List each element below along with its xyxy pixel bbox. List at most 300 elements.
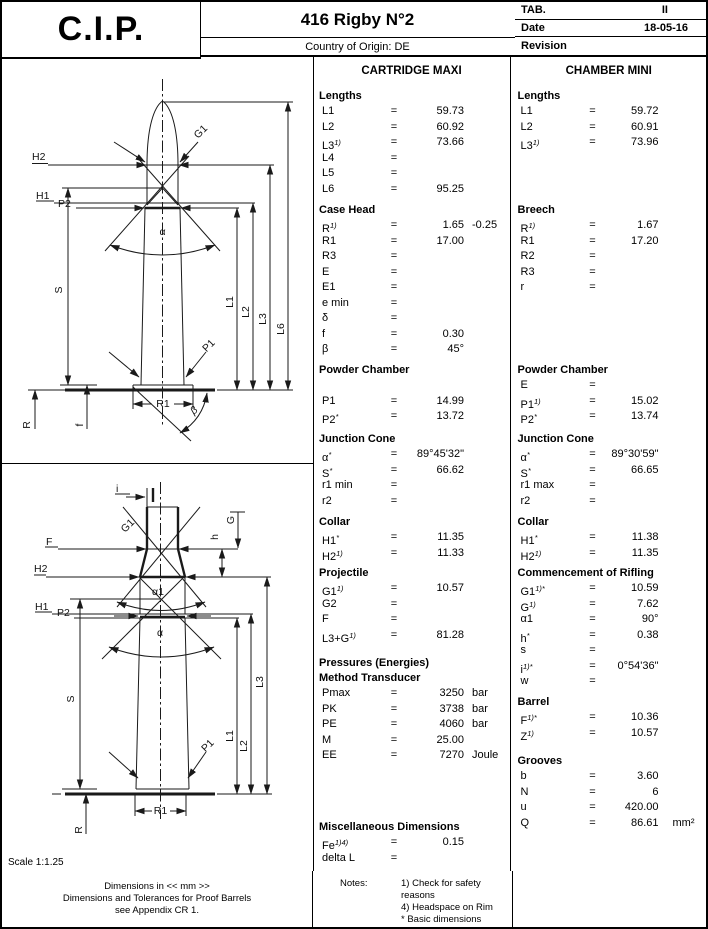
date-label: Date xyxy=(521,21,545,34)
param-unit xyxy=(464,463,510,479)
param-unit xyxy=(659,581,707,597)
chamber-drawing-box xyxy=(2,464,313,875)
equals-sign: = xyxy=(390,327,398,340)
param-unit xyxy=(659,643,707,659)
param-unit xyxy=(659,218,707,234)
equals-sign: = xyxy=(390,312,398,324)
spec-row xyxy=(313,166,510,182)
tab-label: TAB. xyxy=(521,4,546,17)
param-note-ref: * xyxy=(534,533,538,542)
param-unit xyxy=(464,835,510,851)
param-label: H2$^{1)}$ xyxy=(322,548,343,563)
scale-label: Scale 1:1.25 xyxy=(8,857,64,868)
param-note-ref: 1) xyxy=(533,396,541,406)
param-value: 0.30 xyxy=(442,327,464,340)
param-label: Q xyxy=(520,816,530,829)
param-value: 420.00 xyxy=(624,801,659,813)
dim-label-G1: G1 xyxy=(191,122,211,142)
param-value xyxy=(402,166,464,182)
param-value xyxy=(601,674,659,690)
param-label: H1* xyxy=(520,533,538,547)
section-heading: Lengths xyxy=(319,90,362,102)
spec-row xyxy=(313,628,510,644)
param-note-ref: 1) xyxy=(529,599,536,609)
section-lengths xyxy=(313,89,510,197)
param-label: α1 xyxy=(520,613,533,625)
section-case-head xyxy=(313,203,510,358)
spec-row xyxy=(313,394,510,410)
param-unit xyxy=(659,628,707,644)
equals-sign: = xyxy=(589,726,596,739)
spec-row xyxy=(313,342,510,358)
param-value xyxy=(601,643,659,659)
param-value xyxy=(402,478,464,494)
param-unit xyxy=(464,628,510,644)
section-powder-chamber xyxy=(512,363,707,425)
param-label: R1 xyxy=(322,234,337,247)
param-label: $Fe^{1)4)}$ xyxy=(322,838,349,852)
footer-line: Dimensions in << mm >> xyxy=(104,881,210,892)
param-label: H1* xyxy=(322,533,339,547)
param-label: R3 xyxy=(520,265,535,278)
spec-row xyxy=(512,674,707,690)
param-note-ref: 1) xyxy=(532,138,540,147)
param-label: r1 min xyxy=(322,479,353,491)
param-value xyxy=(601,249,659,265)
equals-sign: = xyxy=(390,105,398,117)
param-label: e min xyxy=(322,296,349,309)
section-powder-chamber xyxy=(313,363,510,425)
spec-row xyxy=(512,816,707,832)
param-label xyxy=(313,378,386,394)
param-unit xyxy=(464,311,510,327)
param-unit: bar xyxy=(472,687,488,699)
dim-label-H1: H1 xyxy=(36,190,50,202)
param-label: R3 xyxy=(322,250,337,262)
param-label: r2 xyxy=(520,494,531,507)
param-unit xyxy=(659,800,707,816)
param-label: L3$^{1)}$ xyxy=(322,138,341,152)
param-note-ref: 1) xyxy=(336,584,344,593)
equals-sign: = xyxy=(390,234,398,247)
param-label: r2 xyxy=(322,494,332,507)
dim-label-P2: P2 xyxy=(57,607,70,619)
spec-row xyxy=(512,612,707,628)
param-note-ref: 1) xyxy=(349,630,356,640)
equals-sign: = xyxy=(589,394,596,407)
spec-row xyxy=(313,182,510,198)
header-center xyxy=(200,2,515,57)
param-label: S* xyxy=(322,465,333,480)
param-label: f xyxy=(322,327,326,340)
param-label: $i^{1)*}$ xyxy=(520,661,533,676)
note-item: 1) Check for safety reasons xyxy=(401,878,481,901)
param-value: 10.59 xyxy=(630,582,659,594)
dim-label-i: i xyxy=(116,483,119,495)
section-heading: Grooves xyxy=(517,755,563,767)
equals-sign: = xyxy=(390,136,398,148)
param-label: α* xyxy=(520,450,530,464)
param-unit xyxy=(464,296,510,312)
param-unit xyxy=(659,104,707,120)
spec-row xyxy=(512,280,707,296)
spec-row xyxy=(313,218,510,234)
equals-sign: = xyxy=(390,597,398,610)
dim-label-H2: H2 xyxy=(32,151,46,163)
equals-sign: = xyxy=(589,770,596,782)
param-value: 45° xyxy=(447,343,464,355)
param-unit xyxy=(464,494,510,510)
section-heading: Powder Chamber xyxy=(319,364,410,376)
section-heading: Method Transducer xyxy=(319,672,421,684)
dim-label-H2: H2 xyxy=(34,563,48,575)
param-unit xyxy=(464,546,510,562)
param-value: 90° xyxy=(641,613,659,625)
param-value: 0°54'36" xyxy=(617,659,659,672)
param-unit: -0.25 xyxy=(472,219,498,231)
cartridge-drawing xyxy=(2,57,313,463)
param-note-ref: * xyxy=(533,412,537,421)
revision-row xyxy=(515,37,706,55)
spec-row xyxy=(512,581,707,597)
param-unit xyxy=(464,120,510,136)
equals-sign: = xyxy=(589,582,596,594)
dim-label-S: S xyxy=(53,286,65,294)
param-label: S* xyxy=(520,465,531,480)
param-unit xyxy=(659,120,707,136)
param-label: $R^{1)}$ xyxy=(322,221,337,235)
param-unit xyxy=(464,478,510,494)
spec-row xyxy=(313,311,510,327)
param-value: 59.72 xyxy=(630,105,659,117)
param-value xyxy=(601,280,659,296)
note-item: * Basic dimensions xyxy=(401,914,482,925)
param-value: 11.35 xyxy=(631,546,659,559)
equals-sign: = xyxy=(390,394,398,407)
footer-line: Dimensions and Tolerances for Proof Barrels xyxy=(62,893,252,904)
param-label: PK xyxy=(322,702,337,715)
param-label: δ xyxy=(322,312,329,324)
dim-label-L1: L1 xyxy=(224,730,236,742)
spec-row xyxy=(512,120,707,136)
param-value: 1.65 xyxy=(442,219,464,231)
spec-row xyxy=(512,234,707,250)
param-note-ref: 1) xyxy=(528,221,536,230)
equals-sign xyxy=(386,378,402,394)
param-unit xyxy=(659,280,707,296)
equals-sign: = xyxy=(390,613,398,625)
equals-sign: = xyxy=(390,718,398,730)
param-label: N xyxy=(520,785,529,798)
param-label: P1$^{1)}$ xyxy=(520,396,541,411)
equals-sign: = xyxy=(589,801,596,813)
param-unit xyxy=(464,597,510,613)
equals-sign: = xyxy=(589,659,596,672)
spec-row xyxy=(512,710,707,726)
dim-label-R1: R1 xyxy=(153,805,168,817)
dim-label-L6: L6 xyxy=(275,323,287,335)
notes-lines xyxy=(401,878,512,926)
dim-label-L3: L3 xyxy=(254,676,266,688)
equals-sign: = xyxy=(390,851,398,864)
param-unit xyxy=(659,530,707,546)
spec-row xyxy=(313,748,510,764)
spec-row xyxy=(512,530,707,546)
spec-row xyxy=(313,581,510,597)
param-label: s xyxy=(520,644,526,656)
param-unit xyxy=(464,342,510,358)
param-unit xyxy=(464,135,510,151)
dim-label-alpha: α xyxy=(156,627,164,639)
spec-row xyxy=(512,597,707,613)
param-note-ref: * xyxy=(526,450,530,459)
section-commencement-of-rifling xyxy=(512,566,707,690)
param-note-ref: 1)* xyxy=(535,584,545,593)
section-barrel xyxy=(512,695,707,741)
dim-label-f: f xyxy=(74,423,86,427)
param-note-ref: * xyxy=(329,465,333,475)
param-unit: bar xyxy=(472,702,488,715)
spec-row xyxy=(313,702,510,718)
equals-sign: = xyxy=(589,463,596,476)
param-unit xyxy=(659,674,707,690)
equals-sign: = xyxy=(589,785,596,798)
chamber-mini-column xyxy=(512,57,707,871)
param-unit xyxy=(659,265,707,281)
param-label: L6 xyxy=(322,182,335,195)
dim-label-F: F xyxy=(46,536,53,548)
param-unit xyxy=(659,612,707,628)
equals-sign: = xyxy=(390,836,398,848)
param-note-ref: 1) xyxy=(336,548,343,558)
param-value xyxy=(402,612,464,628)
section-projectile xyxy=(313,566,510,643)
equals-sign: = xyxy=(390,582,398,594)
spec-row xyxy=(512,478,707,494)
param-label: G2 xyxy=(322,597,337,610)
equals-sign: = xyxy=(589,105,596,117)
section-heading: Barrel xyxy=(517,696,550,708)
param-unit xyxy=(659,409,707,425)
param-label: P2* xyxy=(322,412,339,426)
param-note-ref: * xyxy=(526,630,530,640)
section-heading: Pressures (Energies) xyxy=(319,657,430,669)
spec-row xyxy=(313,280,510,296)
param-label: L2 xyxy=(520,120,533,133)
spec-row xyxy=(313,463,510,479)
spec-row xyxy=(512,785,707,801)
param-value: 95.25 xyxy=(436,182,464,195)
equals-sign: = xyxy=(589,410,596,422)
cartridge-drawing-box xyxy=(2,57,313,464)
dim-label-R: R xyxy=(73,826,85,834)
section-heading: Junction Cone xyxy=(319,433,396,445)
param-value: 60.92 xyxy=(436,120,464,133)
equals-sign: = xyxy=(390,410,398,422)
param-label: h* xyxy=(520,630,530,645)
spec-row xyxy=(313,733,510,749)
param-unit xyxy=(464,409,510,425)
spec-row xyxy=(313,494,510,510)
section-heading: Projectile xyxy=(319,567,369,579)
date-value: 18-05-16 xyxy=(643,21,688,34)
param-unit xyxy=(464,581,510,597)
chamber-drawing xyxy=(2,464,313,870)
param-note-ref: 1) xyxy=(329,221,337,230)
spec-row xyxy=(313,265,510,281)
equals-sign: = xyxy=(390,343,398,355)
dim-label-R1: R1 xyxy=(156,398,170,410)
param-value: 14.99 xyxy=(436,394,464,407)
param-note-ref: * xyxy=(335,412,339,421)
param-label: F xyxy=(322,613,329,625)
param-value xyxy=(402,378,464,394)
spec-row xyxy=(313,120,510,136)
spec-row xyxy=(313,327,510,343)
param-label: $L3+G^{1)}$ xyxy=(322,630,356,645)
spec-row xyxy=(512,265,707,281)
param-label: r1 max xyxy=(520,479,555,491)
param-unit xyxy=(659,249,707,265)
param-value xyxy=(601,494,659,510)
equals-sign: = xyxy=(390,494,398,507)
spec-row xyxy=(512,726,707,742)
spec-row xyxy=(313,378,510,394)
param-value: 25.00 xyxy=(436,733,464,746)
equals-sign: = xyxy=(589,379,596,391)
param-unit: Joule xyxy=(472,749,499,761)
section-junction-cone xyxy=(512,432,707,509)
dim-label-L2: L2 xyxy=(240,306,252,318)
revision-label: Revision xyxy=(521,39,567,52)
param-label: M xyxy=(322,733,332,746)
param-note-ref: 1) xyxy=(334,138,341,147)
param-unit xyxy=(464,612,510,628)
param-unit xyxy=(464,166,510,182)
param-label: H2$^{1)}$ xyxy=(520,548,542,563)
param-label: b xyxy=(520,770,527,782)
param-value: 11.35 xyxy=(437,531,464,543)
spec-row xyxy=(512,394,707,410)
param-value: 1.67 xyxy=(637,219,659,231)
equals-sign: = xyxy=(390,463,398,476)
param-unit xyxy=(464,280,510,296)
equals-sign: = xyxy=(589,479,596,491)
param-value: 10.57 xyxy=(630,726,659,739)
equals-sign: = xyxy=(390,479,398,491)
dim-label-S: S xyxy=(65,695,77,703)
equals-sign: = xyxy=(589,597,596,610)
section-collar xyxy=(512,515,707,561)
equals-sign: = xyxy=(390,749,398,761)
spec-row xyxy=(313,296,510,312)
param-value: 4060 xyxy=(439,718,464,730)
spec-row xyxy=(313,409,510,425)
spec-row xyxy=(512,218,707,234)
equals-sign: = xyxy=(390,448,398,460)
param-label: L4 xyxy=(322,151,335,164)
spec-row xyxy=(313,851,510,867)
equals-sign: = xyxy=(589,281,596,293)
spec-row xyxy=(313,612,510,628)
spec-row xyxy=(313,717,510,733)
param-label: $F^{1)*}$ xyxy=(520,713,537,727)
param-label: β xyxy=(322,343,329,355)
equals-sign: = xyxy=(390,250,398,262)
param-unit xyxy=(464,151,510,167)
param-label: G1$^{1)}$ xyxy=(322,584,344,598)
param-value xyxy=(601,478,659,494)
spec-row xyxy=(512,546,707,562)
section-heading: Junction Cone xyxy=(517,433,594,445)
dim-label-P2: P2 xyxy=(58,198,71,210)
param-value: 10.36 xyxy=(630,711,659,723)
param-unit xyxy=(464,249,510,265)
param-label: $G^{1)}$ xyxy=(520,599,536,614)
param-unit xyxy=(464,378,510,394)
param-value: 59.73 xyxy=(436,105,464,117)
param-unit xyxy=(464,104,510,120)
spec-row xyxy=(512,628,707,644)
spec-row xyxy=(313,686,510,702)
param-unit xyxy=(659,234,707,250)
section-heading: Powder Chamber xyxy=(517,364,608,376)
param-label: u xyxy=(520,801,527,813)
spec-row xyxy=(313,530,510,546)
dim-label-R: R xyxy=(21,421,33,429)
param-value: 17.00 xyxy=(436,234,464,247)
param-unit xyxy=(659,726,707,742)
param-value xyxy=(601,265,659,281)
param-value: 6 xyxy=(652,785,659,798)
param-unit xyxy=(659,494,707,510)
section-heading: Collar xyxy=(319,516,351,528)
equals-sign: = xyxy=(589,644,596,656)
equals-sign: = xyxy=(589,546,596,559)
param-value xyxy=(402,494,464,510)
equals-sign: = xyxy=(390,546,398,559)
spec-row xyxy=(512,104,707,120)
param-value: 3738 xyxy=(439,702,464,715)
spec-row xyxy=(313,597,510,613)
param-value xyxy=(402,296,464,312)
param-note-ref: 1) xyxy=(534,548,542,558)
section-junction-cone xyxy=(313,432,510,509)
param-value xyxy=(402,280,464,296)
equals-sign: = xyxy=(390,733,398,746)
param-value xyxy=(402,151,464,167)
cartridge-maxi-column xyxy=(313,57,511,871)
param-value: 66.62 xyxy=(436,463,464,476)
param-label: L5 xyxy=(322,167,335,179)
equals-sign: = xyxy=(390,296,398,309)
footer-line: see Appendix CR 1. xyxy=(115,905,199,916)
param-unit xyxy=(464,234,510,250)
equals-sign: = xyxy=(589,219,596,231)
equals-sign: = xyxy=(390,628,398,641)
notes-label: Notes: xyxy=(340,878,368,889)
param-value xyxy=(402,851,464,867)
param-unit xyxy=(659,546,707,562)
param-label: L2 xyxy=(322,120,335,133)
param-value: 11.33 xyxy=(437,546,464,559)
tab-value: II xyxy=(661,4,668,17)
date-row xyxy=(515,20,706,38)
country-of-origin: Country of Origin: DE xyxy=(305,41,410,53)
param-unit xyxy=(464,327,510,343)
equals-sign: = xyxy=(589,494,596,507)
cartridge-column-title: CARTRIDGE MAXI xyxy=(361,65,462,77)
